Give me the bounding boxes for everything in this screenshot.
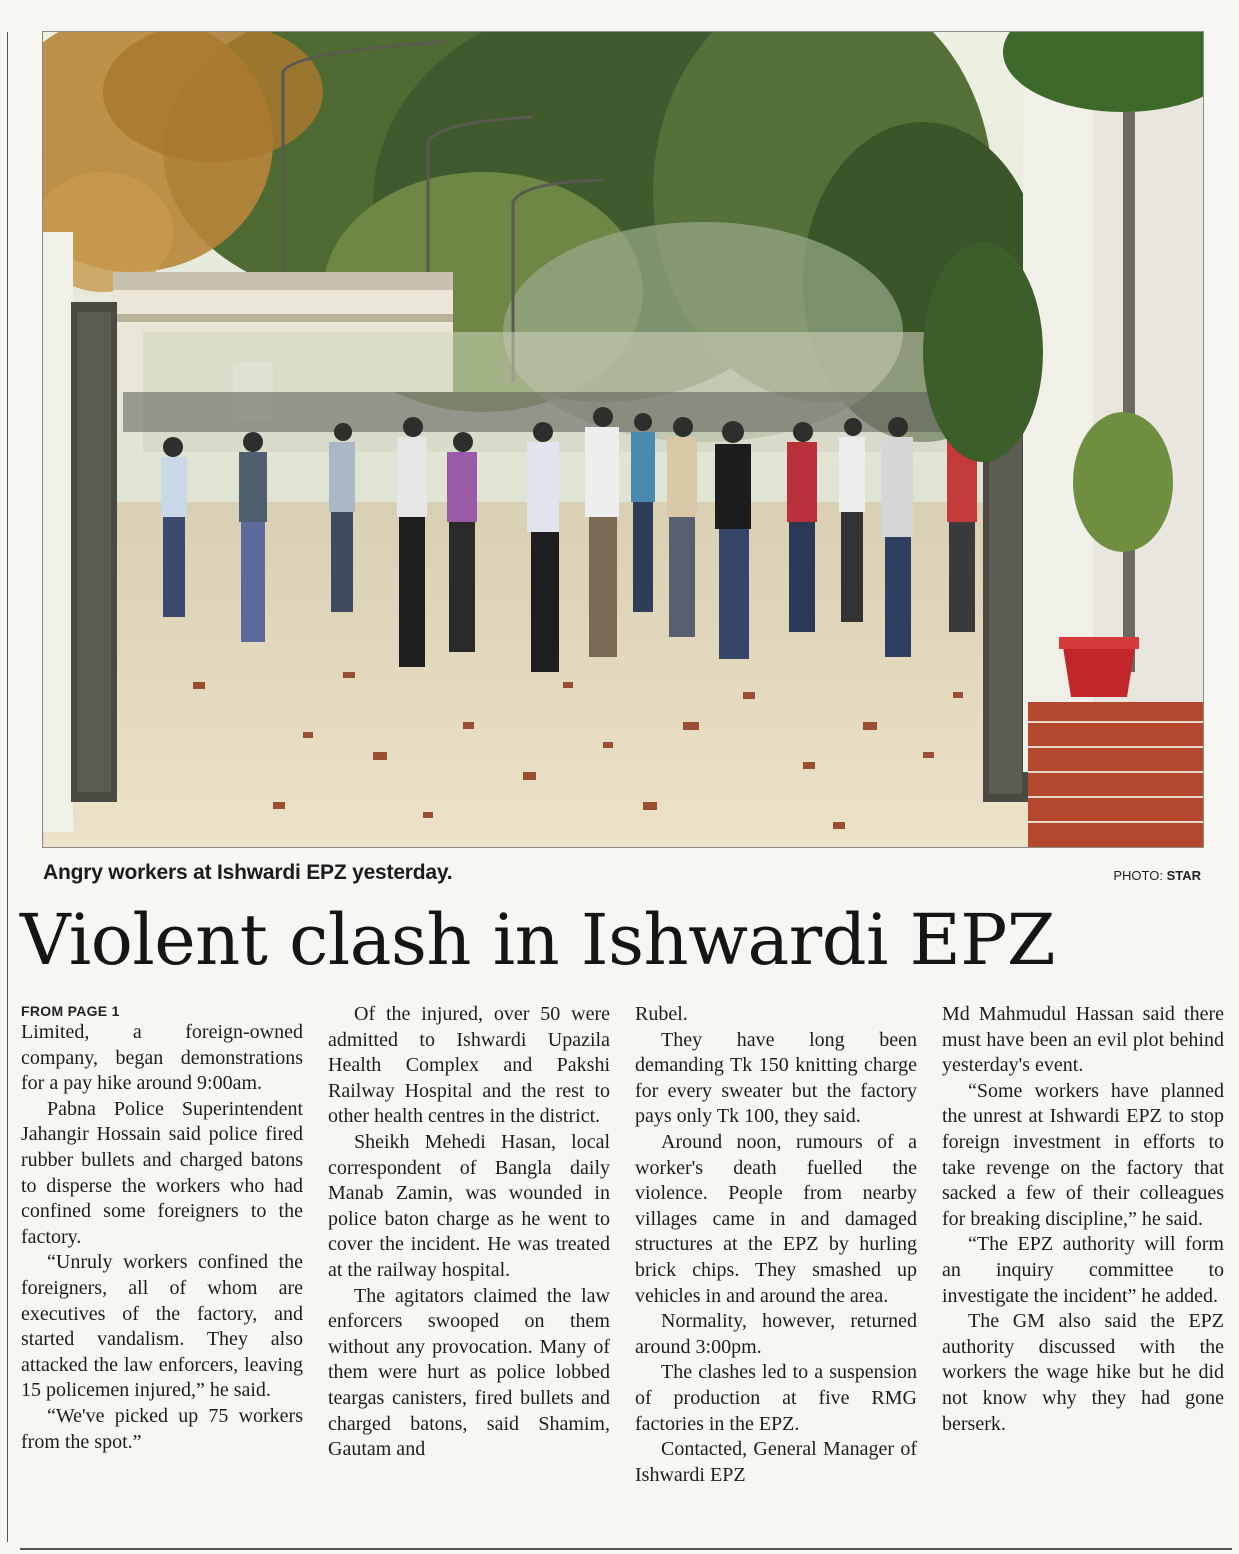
article-column-3 [635, 1002, 917, 1488]
paragraph: “Some workers have planned the unrest at Ishwardi EPZ to stop foreign investment in efforts to take revenge on the factory that sacked a few of their colleagues for breaking discipline,” he said. [942, 1079, 1224, 1230]
paragraph: The GM also said the EPZ authority discussed with the workers the wage hike but he did not know why they had gone berserk. [942, 1310, 1224, 1435]
article-column-2 [328, 1002, 610, 1463]
paragraph: Pabna Police Superintendent Jahangir Hossain said police fired rubber bullets and charged batons to disperse the workers who had confined some foreigners to the factory. [21, 1097, 303, 1248]
paragraph: Around noon, rumours of a worker's death fuelled the violence. People from nearby villages came in and damaged structures at the EPZ by hurling brick chips. They smashed up vehicles in and around the area. [635, 1130, 917, 1307]
article-column-1 [21, 1002, 303, 1455]
article-column-4 [942, 1002, 1224, 1437]
paragraph: Md Mahmudul Hassan said there must have been an evil plot behind yesterday's event. [942, 1003, 1224, 1077]
photo-credit [1113, 868, 1201, 883]
left-gate [43, 232, 117, 832]
photo-illustration [43, 32, 1203, 847]
paragraph: Rubel. [635, 1003, 688, 1025]
left-column-rule [7, 32, 8, 1542]
paragraph: “The EPZ authority will form an inquiry committee to investigate the incident” he added. [942, 1233, 1224, 1307]
photo-credit-label: PHOTO: [1113, 868, 1167, 883]
continuation-kicker: FROM PAGE 1 [21, 1003, 120, 1019]
paragraph: The clashes led to a suspension of production at five RMG factories in the EPZ. [635, 1361, 917, 1435]
paragraph: Contacted, General Manager of Ishwardi EPZ [635, 1438, 917, 1486]
headline: Violent clash in Ishwardi EPZ [20, 899, 1055, 981]
paragraph: Limited, a foreign-owned company, began demonstrations for a pay hike around 9:00am. [21, 1021, 303, 1095]
paragraph: They have long been demanding Tk 150 knitting charge for every sweater but the factory pays only Tk 100, they said. [635, 1028, 917, 1128]
paragraph: The agitators claimed the law enforcers swooped on them without any provocation. Many of them were hurt as police lobbed teargas canisters, fired bullets and charged batons, said Shamim, Gautam and [328, 1284, 610, 1461]
paragraph: “Unruly workers confined the foreigners, all of whom are executives of the factory, and started vandalism. They also attacked the law enforcers, leaving 15 policemen injured,” he said. [21, 1251, 303, 1402]
paragraph: Normality, however, returned around 3:00pm. [635, 1310, 917, 1358]
paragraph: Of the injured, over 50 were admitted to Ishwardi Upazila Health Complex and Pakshi Railway Hospital and the rest to other health centres in the district. [328, 1003, 610, 1128]
photo-caption: Angry workers at Ishwardi EPZ yesterday. [43, 861, 453, 884]
paragraph: “We've picked up 75 workers from the spot.” [21, 1404, 303, 1453]
photo-credit-source: STAR [1166, 868, 1201, 883]
ishwardi-epz-workers-photo [42, 31, 1204, 848]
paragraph: Sheikh Mehedi Hasan, local correspondent of Bangla daily Manab Zamin, was wounded in police baton charge as he went to cover the incident. He was treated at the railway hospital. [328, 1130, 610, 1281]
bottom-rule [20, 1548, 1232, 1550]
